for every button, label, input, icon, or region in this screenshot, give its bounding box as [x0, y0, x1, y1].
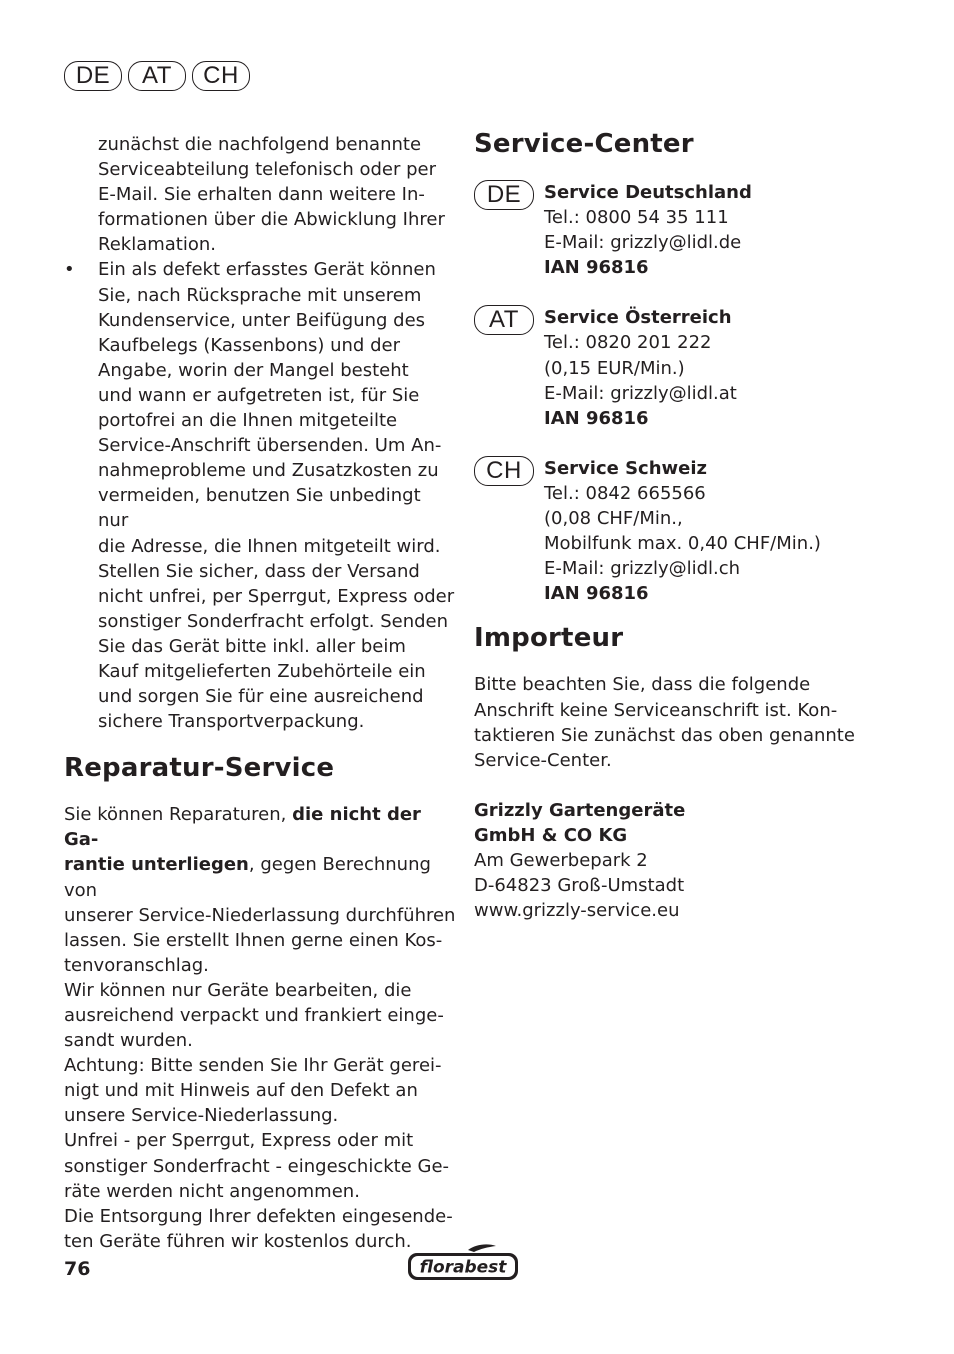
- text-line: Service-Anschrift übersenden. Um An-: [98, 435, 442, 457]
- service-block-ch: [474, 456, 894, 607]
- company-name: GmbH & CO KG: [474, 824, 628, 846]
- ian-number: IAN 96816: [544, 257, 649, 279]
- intro-paragraph: [64, 132, 456, 257]
- left-column: [64, 132, 456, 1254]
- text-line: E-Mail: grizzly@lidl.at: [544, 382, 737, 404]
- text-line: E-Mail: grizzly@lidl.ch: [544, 558, 741, 580]
- text-line: ten Geräte führen wir kostenlos durch.: [64, 1230, 412, 1252]
- text-line: Bitte beachten Sie, dass die folgende: [474, 674, 811, 696]
- text-line: [64, 852, 456, 902]
- text-line: Mobilfunk max. 0,40 CHF/Min.): [544, 533, 821, 555]
- badge-at: AT: [128, 61, 186, 91]
- service-center-heading: Service-Center: [474, 129, 694, 159]
- page-number: 76: [64, 1258, 91, 1280]
- bold-span: die nicht der Ga-: [64, 804, 421, 851]
- text-line: Angabe, worin der Mangel besteht: [98, 359, 409, 381]
- text-line: Stellen Sie sicher, dass der Versand: [98, 560, 420, 582]
- text-line: Sie, nach Rücksprache mit unserem: [98, 284, 422, 306]
- ian-number: IAN 96816: [544, 407, 649, 429]
- service-title: Service Deutschland: [544, 182, 752, 203]
- bold-span: rantie unterliegen: [64, 854, 249, 876]
- text-line: nicht unfrei, per Sperrgut, Express oder: [98, 585, 455, 607]
- badge-ch: CH: [192, 61, 250, 91]
- importer-address: [474, 798, 894, 923]
- service-title: Service Schweiz: [544, 457, 708, 479]
- badge-at: AT: [474, 305, 534, 335]
- text-line: Ein als defekt erfasstes Gerät können: [98, 259, 436, 281]
- service-block-at: [474, 305, 894, 430]
- text-line: formationen über die Abwicklung Ihrer: [98, 209, 445, 231]
- repair-service-heading: Reparatur-Service: [64, 753, 335, 784]
- text-line: sandt wurden.: [64, 1030, 193, 1052]
- text-line: unserer Service-Niederlassung durchführen: [64, 904, 456, 926]
- text-line: E-Mail. Sie erhalten dann weitere In-: [98, 184, 425, 206]
- text-line: portofrei an die Ihnen mitgeteilte: [98, 410, 398, 432]
- text-line: (0,08 CHF/Min.,: [544, 508, 683, 530]
- text-line: und sorgen Sie für eine ausreichend: [98, 686, 424, 708]
- text-line: nahmeprobleme und Zusatzkosten zu: [98, 460, 439, 482]
- bullet-item: [64, 257, 456, 734]
- text-line: sonstiger Sonderfracht - eingeschickte Ge-: [64, 1155, 450, 1177]
- text-line: die Adresse, die Ihnen mitgeteilt wird.: [98, 535, 441, 557]
- text-line: und wann er aufgetreten ist, für Sie: [98, 384, 420, 406]
- service-title: Service Österreich: [544, 307, 732, 329]
- text-line: E-Mail: grizzly@lidl.de: [544, 232, 742, 254]
- text-line: Tel.: 0820 201 222: [544, 332, 712, 354]
- text-line: Die Entsorgung Ihrer defekten eingesende-: [64, 1205, 453, 1227]
- text-span: Sie können Reparaturen,: [64, 804, 293, 826]
- text-line: unsere Service-Niederlassung.: [64, 1105, 339, 1127]
- text-line: Service-Center.: [474, 749, 612, 771]
- repair-paragraph: [64, 802, 456, 1254]
- text-line: Unfrei - per Sperrgut, Express oder mit: [64, 1130, 414, 1152]
- text-line: Sie das Gerät bitte inkl. aller beim: [98, 635, 406, 657]
- text-line: räte werden nicht angenommen.: [64, 1180, 360, 1202]
- text-line: zunächst die nachfolgend benannte: [98, 134, 422, 155]
- text-line: Tel.: 0842 665566: [544, 482, 706, 504]
- text-line: Kauf mitgelieferten Zubehörteile ein: [98, 660, 426, 682]
- text-line: sonstiger Sonderfracht erfolgt. Senden: [98, 610, 449, 632]
- text-line: Kundenservice, unter Beifügung des: [98, 309, 426, 331]
- text-line: [64, 802, 456, 852]
- logo-text: florabest: [419, 1257, 507, 1278]
- text-line: tenvoranschlag.: [64, 954, 209, 976]
- florabest-logo: [406, 1244, 520, 1282]
- text-line: Serviceabteilung telefonisch oder per: [98, 159, 436, 181]
- text-line: ausreichend verpackt und frankiert einge-: [64, 1005, 444, 1026]
- right-column: [474, 128, 894, 923]
- company-name: Grizzly Gartengeräte: [474, 799, 686, 821]
- text-line: lassen. Sie erstellt Ihnen gerne einen Kos-: [64, 929, 443, 951]
- text-line: Reklamation.: [98, 234, 216, 256]
- text-line: Anschrift keine Serviceanschrift ist. Kon-: [474, 699, 838, 721]
- address-line: Am Gewerbepark 2: [474, 849, 648, 871]
- text-line: taktieren Sie zunächst das oben genannte: [474, 724, 855, 746]
- text-line: Wir können nur Geräte bearbeiten, die: [64, 979, 412, 1001]
- text-line: (0,15 EUR/Min.): [544, 357, 685, 379]
- text-line: Achtung: Bitte senden Sie Ihr Gerät gerei-: [64, 1055, 442, 1077]
- badge-de: DE: [474, 180, 534, 210]
- ian-number: IAN 96816: [544, 583, 649, 605]
- text-span: , gegen Berechnung von: [64, 854, 431, 901]
- importer-heading: Importeur: [474, 623, 624, 654]
- text-line: nigt und mit Hinweis auf den Defekt an: [64, 1080, 418, 1102]
- address-line: D-64823 Groß-Umstadt: [474, 875, 685, 897]
- text-line: vermeiden, benutzen Sie unbedingt nur: [98, 485, 421, 532]
- service-block-de: [474, 180, 894, 280]
- importer-paragraph: [474, 672, 894, 772]
- text-line: Kaufbelegs (Kassenbons) und der: [98, 334, 400, 356]
- website-link: www.grizzly-service.eu: [474, 900, 680, 922]
- text-line: Tel.: 0800 54 35 111: [544, 207, 729, 229]
- badge-de: DE: [64, 61, 122, 91]
- badge-ch: CH: [474, 456, 534, 486]
- text-line: sichere Transportverpackung.: [98, 711, 365, 733]
- bullet-dot-icon: •: [64, 259, 75, 281]
- language-badges: [64, 61, 250, 91]
